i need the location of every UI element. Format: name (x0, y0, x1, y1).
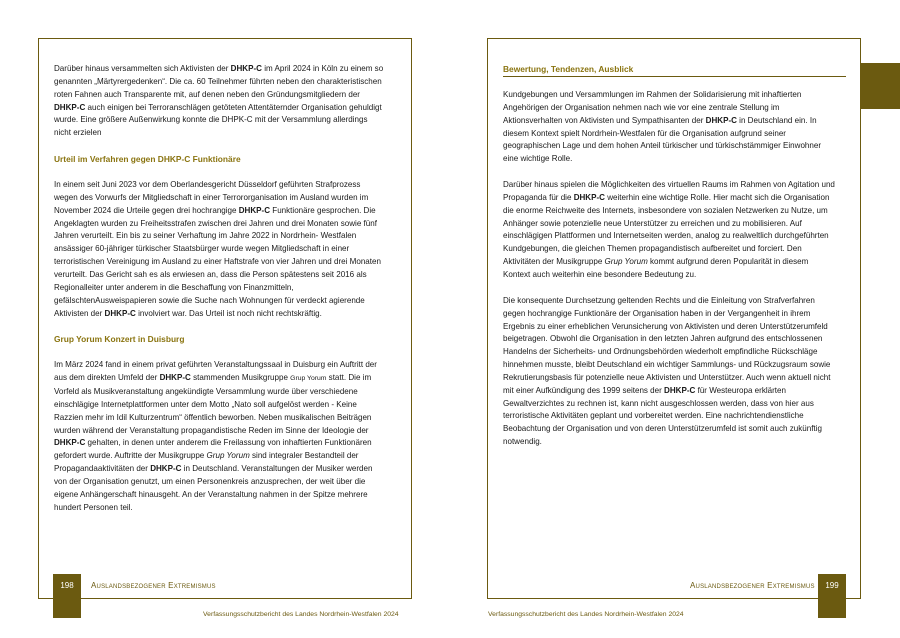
text-run: in Deutschland ein. In diesem Kontext spielt Nordrhein-Westfalen für die Organisation aufgrund seiner geographischen Lage und dem hohen Anteil türkischer und türkischstämmiger Einwohner eine wichtige Rolle. (503, 115, 822, 164)
text-run: Funktionäre gesprochen. Die Angeklagten wurden zu Freiheitsstrafen zwischen drei Jahren und drei Monaten sowie fünf Jahren verurteilt. Ein bis zu seiner Verhaftung im Jahre 2022 in Nordrhein- Westfalen ansässiger 60-jähriger türkischer Staatsbürger wurde wegen Mitgliedschaft in einer terroristischen Vereinigung im Ausland zu einer Haftstrafe von vier Jahren und drei Monaten verurteilt. Das Gericht sah es als erwiesen an, dass die Person spätestens seit 2016 als Regionalleiter unter anderem in die Beschaffung von Finanzmitteln, gefälschtenAusweispapieren sowie die Suche nach Wohnungen für verdeckt agierende Aktivisten der (54, 205, 381, 318)
text-run: im April 2024 in Köln zu einem so genannten „Märtyrergedenken“. Die ca. 60 Teilnehmer führten neben den charakteristischen roten Fahnen auch Transparente mit, auf denen neben den Gründungsmitgliedern der (54, 64, 384, 99)
text-run: Darüber hinaus spielen die Möglichkeiten des virtuellen Raums im Rahmen von Agitation und Propaganda für die (503, 180, 835, 202)
text-run: stammenden Musikgruppe (190, 373, 291, 383)
org-name: DHKP-C (54, 438, 86, 448)
page-number: 199 (825, 581, 839, 590)
text-run: in Deutschland. Veranstaltungen der Musiker werden von der Organisation genutzt, um einen Personenkreis anzusprechen, der weit über die eigene Anhängerschaft hinausgeht. An der Veranstaltung nahmen in der Spitze mehrere hundert Personen teil. (54, 464, 373, 512)
org-name: DHKP-C (159, 373, 191, 383)
paragraph (503, 89, 835, 166)
org-name: DHKP-C (238, 205, 271, 215)
right-page-content (503, 63, 835, 449)
section-heading: Bewertung, Tendenzen, Ausblick (503, 64, 634, 74)
left-page (38, 38, 412, 599)
text-run: In einem seit Juni 2023 vor dem Oberlandesgericht Düsseldorf geführten Strafprozess wegen des Vorwurfs der Mitgliedschaft in einer Terrororganisation im Ausland wurden im November 2024 die Urteile gegen drei hochrangige (54, 180, 369, 215)
text-run: gehalten, in denen unter anderem die Freilassung von inhaftierten Funktionären gefordert wurde. Auftritte der Musikgruppe (54, 438, 372, 461)
chapter-tab (860, 63, 900, 109)
text-run: Im März 2024 fand in einem privat geführten Veranstaltungssaal in Duisburg ein Auftritt der aus dem direkten Umfeld der (54, 360, 377, 383)
text-run: für Westeuropa erklärten Gewaltverzichtes zu rechnen ist, kann nicht ausgeschlossen werden, dass von hier aus terroristische Aktivitäten geplant und vorbereitet werden. Eine nachrichtendienstliche Beobachtung der Organisation und von deren Unterstützerumfeld ist somit auch zukünftig notwendig. (503, 385, 822, 447)
org-name: DHKP-C (230, 64, 262, 73)
page-number-box (818, 574, 846, 618)
paragraph (503, 179, 835, 282)
text-run: weiterhin eine wichtige Rolle. Hier macht sich die Organisation die enorme Reichweite des Internets, insbesondere von sozialen Netzwerken zu Nutze, um Anhänger sowie potenzielle neue Unterstützer zu erreichen und zu mobilisieren. Auf einschlägigen Plattformen und Internetseiten werden, analog zu realweltlich durchgeführten Kundgebungen, die gleichen Themen propagandistisch aufbereitet und forciert. Den Aktivitäten der Musikgruppe (503, 192, 830, 267)
footer-title: Verfassungsschutzbericht des Landes Nordrhein-Westfalen 2024 (203, 611, 399, 618)
org-name: DHKP-C (104, 308, 136, 318)
paragraph (54, 179, 386, 320)
org-name: DHKP-C (150, 464, 182, 474)
band-name: Grup Yorum (206, 451, 250, 461)
section-heading: Grup Yorum Konzert in Duisburg (54, 334, 185, 345)
org-name: DHKP-C (573, 192, 605, 202)
text-run: Darüber hinaus versammelten sich Aktivisten der (54, 64, 231, 73)
text-run: Die konsequente Durchsetzung geltenden Rechts und die Einleitung von Strafverfahren gegen hochrangige Funktionäre der Organisation haben in der Vergangenheit in ihrem Ergebnis zu einer erheblichen Verunsicherung von Aktivisten und deren Unterstützerumfeld beigetragen. Obwohl die Organisation in den letzten Jahren aufgrund des entschlossenen Handelns der Sicherheits- und Ordnungsbehörden wiederholt empfindliche Rückschläge hinnehmen musste, bleibt Deutschland ein wichtiger Sammlungs- und Rückzugsraum sowie Rekrutierungsbasis für potenzielle neue Aktivisten und Unterstützer. Auch wenn aktuell nicht mit einer Aufkündigung des 1999 seitens der (503, 295, 831, 395)
text-run: Kundgebungen und Versammlungen im Rahmen der Solidarisierung mit inhaftierten Angehörigen der Organisation nehmen nach wie vor eine zentrale Stellung im Aktionsverhalten von Aktivisten und Sympathisanten der (503, 90, 802, 125)
band-name: Grup Yorum (290, 375, 327, 383)
footer-title: Verfassungsschutzbericht des Landes Nordrhein-Westfalen 2024 (488, 611, 684, 618)
org-name: DHKP-C (54, 102, 86, 112)
text-run: statt. Die im Vorfeld als Musikveranstaltung angekündigte Versammlung wurde über verschiedene einschlägige Internetplattformen unter dem Motto „Nato soll aufgelöst werden - Keine Razzien mehr im Idil Kulturzentrum“ öffentlich beworben. Neben musikalischen Beiträgen wurden während der Veranstaltung propagandistische Reden im Sinne der Ideologie der (54, 373, 372, 435)
section-heading: Urteil im Verfahren gegen DHKP-C Funktionäre (54, 154, 241, 165)
running-section-title: Auslandsbezogener Extremismus (91, 581, 216, 590)
band-name: Grup Yorum (604, 257, 648, 267)
text-run: kommt aufgrund deren Popularität in diesem Kontext auch weiterhin eine besondere Bedeutung zu. (503, 257, 809, 279)
text-run: involviert war. Das Urteil ist noch nicht rechtskräftig. (135, 308, 322, 318)
text-run: auch einigen bei Terroranschlägen getöteten Attentäternder Organisation gehuldigt wurde. Eine größere Außenwirkung konnte die DHPK-C mit der Versammlung allerdings nicht erzielen (54, 102, 382, 138)
paragraph (54, 359, 386, 514)
right-page (487, 38, 861, 599)
org-name: DHKP-C (705, 115, 737, 125)
text-run: sind integraler Bestandteil der Propagandaaktivitäten der (54, 451, 359, 474)
left-page-content (54, 63, 386, 514)
running-section-title: Auslandsbezogener Extremismus (690, 581, 815, 590)
page-number: 198 (60, 581, 74, 590)
org-name: DHKP-C (664, 385, 696, 395)
paragraph (54, 63, 386, 140)
page-number-box (53, 574, 81, 618)
paragraph (503, 295, 835, 449)
